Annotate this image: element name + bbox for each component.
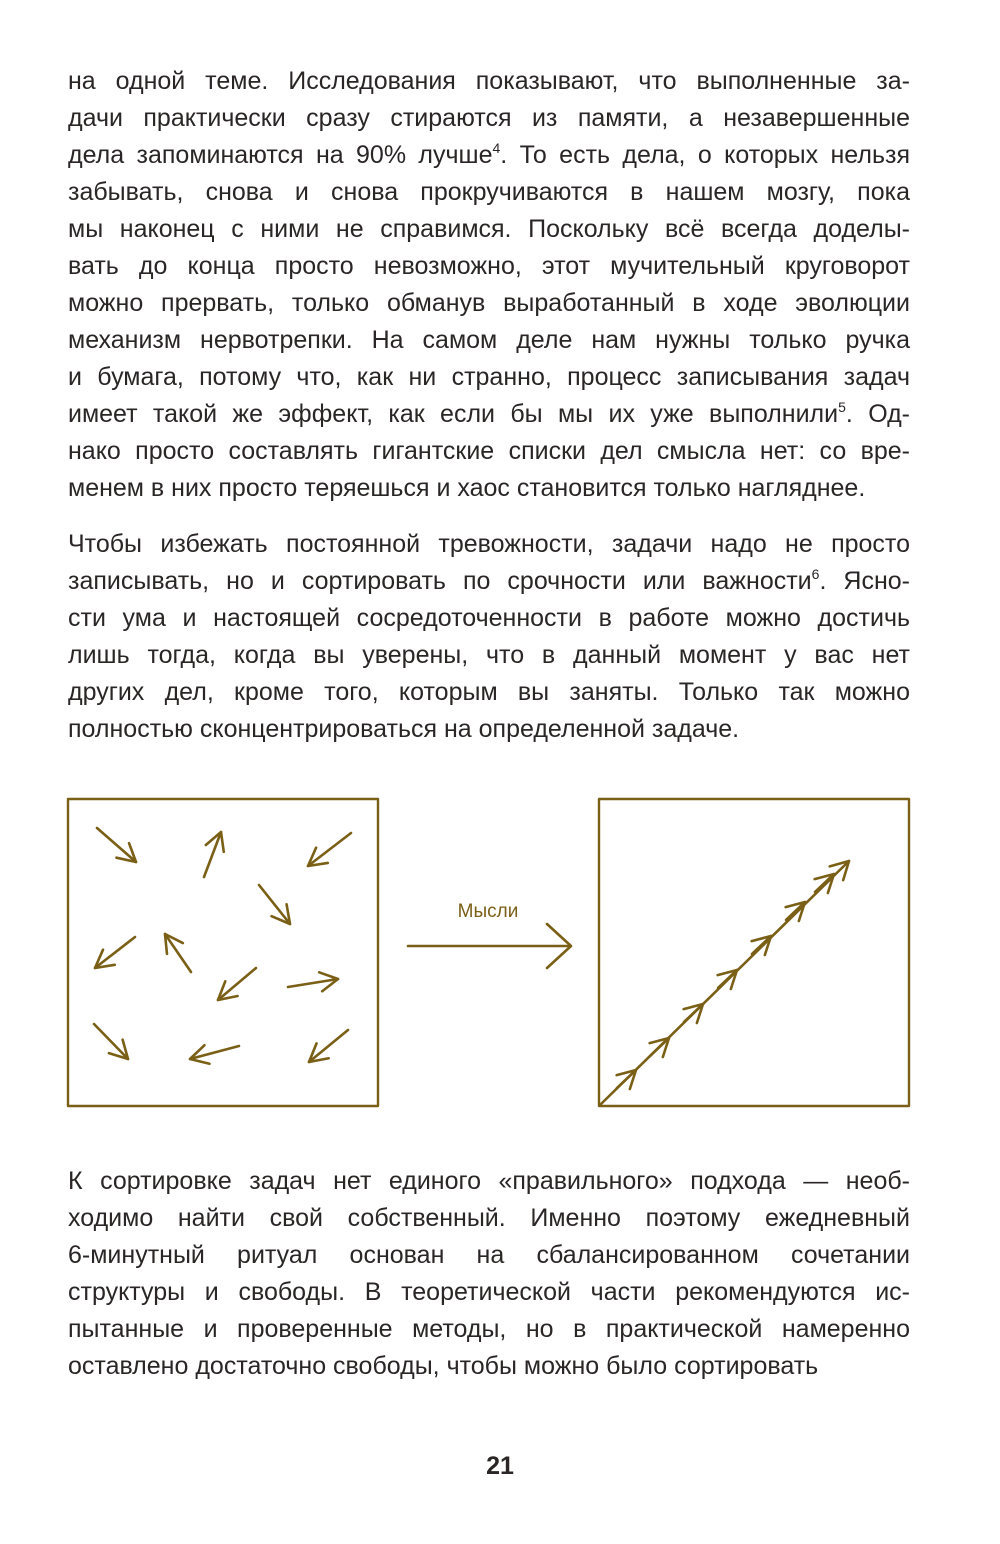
footnote-marker: 6 bbox=[811, 566, 820, 582]
order-arrow bbox=[650, 1038, 669, 1057]
page-number: 21 bbox=[486, 1452, 514, 1480]
order-arrow bbox=[786, 902, 805, 921]
line-text: забывать, снова и снова прокручиваются в нашем мозгу, пока bbox=[68, 178, 910, 206]
thoughts-label: Мысли bbox=[457, 901, 519, 922]
chaos-arrow bbox=[95, 937, 135, 968]
line-text-tail: . Од- bbox=[845, 400, 911, 428]
line-text: на одной теме. Исследования показывают, что выполненные за- bbox=[68, 67, 910, 95]
text-line bbox=[68, 1348, 910, 1385]
line-text: механизм нервотрепки. На самом деле нам нужны только ручка bbox=[68, 326, 910, 354]
chaos-arrow bbox=[94, 1024, 128, 1059]
line-text: менем в них просто теряешься и хаос становится только нагляднее. bbox=[68, 474, 866, 502]
order-arrow bbox=[617, 1070, 636, 1089]
order-arrow bbox=[718, 970, 737, 989]
line-text: нако просто составлять гигантские списки дел смысла нет: со вре- bbox=[68, 437, 910, 465]
line-text: имеет такой же эффект, как если бы мы их уже выполнили bbox=[68, 400, 839, 428]
line-text: мы наконец с ними не справимся. Поскольку всё всегда доделы- bbox=[68, 215, 910, 243]
line-text: и бумага, потому что, как ни странно, процесс записывания задач bbox=[68, 363, 910, 391]
line-text-tail: . То есть дела, о которых нельзя bbox=[500, 141, 910, 169]
text-line bbox=[68, 1274, 910, 1311]
order-arrows bbox=[601, 861, 849, 1104]
chaos-arrow bbox=[259, 885, 290, 924]
line-text: можно прервать, только обманув выработанный в ходе эволюции bbox=[68, 289, 910, 317]
footnote-marker: 4 bbox=[492, 140, 501, 156]
text-line bbox=[68, 1311, 910, 1348]
line-text-tail: . Ясно- bbox=[819, 567, 910, 595]
line-text: 6-минутный ритуал основан на сбалансированном сочетании bbox=[68, 1241, 910, 1269]
line-text: полностью сконцентрироваться на определенной задаче. bbox=[68, 715, 740, 743]
text-line bbox=[68, 1163, 910, 1200]
line-text: сти ума и настоящей сосредоточенности в работе можно достичь bbox=[68, 604, 910, 632]
chaos-arrow bbox=[288, 972, 338, 991]
line-text: К сортировке задач нет единого «правильного» подхода — необ- bbox=[68, 1167, 910, 1195]
chaos-arrow bbox=[165, 934, 191, 972]
line-text: оставлено достаточно свободы, чтобы можно было сортировать bbox=[68, 1352, 819, 1380]
line-text: записывать, но и сортировать по срочности или важности bbox=[68, 567, 812, 595]
chaos-arrow bbox=[309, 1030, 348, 1062]
chaos-arrow bbox=[204, 832, 224, 877]
chaos-arrow bbox=[308, 833, 351, 866]
order-arrow bbox=[684, 1004, 703, 1023]
line-text: дачи практически сразу стираются из памяти, а незавершенные bbox=[68, 104, 910, 132]
chaos-arrow bbox=[190, 1045, 239, 1064]
line-text: других дел, кроме того, которым вы заняты. Только так можно bbox=[68, 678, 910, 706]
line-text: Чтобы избежать постоянной тревожности, задачи надо не просто bbox=[68, 530, 910, 558]
text-line bbox=[68, 1200, 910, 1237]
order-arrow bbox=[752, 936, 771, 955]
line-text: ходимо найти свой собственный. Именно поэтому ежедневный bbox=[68, 1204, 910, 1232]
chaos-arrow bbox=[97, 828, 136, 862]
chaos-arrows bbox=[94, 828, 351, 1064]
line-text: лишь тогда, когда вы уверены, что в данный момент у вас нет bbox=[68, 641, 910, 669]
chaos-arrow bbox=[218, 968, 256, 1000]
line-text: структуры и свободы. В теоретической части рекомендуются ис- bbox=[68, 1278, 910, 1306]
order-arrow bbox=[815, 874, 834, 893]
paragraph-3 bbox=[68, 1163, 910, 1385]
footnote-marker: 5 bbox=[838, 399, 846, 415]
line-text: вать до конца просто невозможно, этот мучительный круговорот bbox=[68, 252, 910, 280]
line-text: дела запоминаются на 90% лучше bbox=[68, 141, 493, 169]
thoughts-transition-arrow bbox=[408, 924, 571, 968]
line-text: пытанные и проверенные методы, но в практической намеренно bbox=[68, 1315, 910, 1343]
text-line bbox=[68, 1237, 910, 1274]
